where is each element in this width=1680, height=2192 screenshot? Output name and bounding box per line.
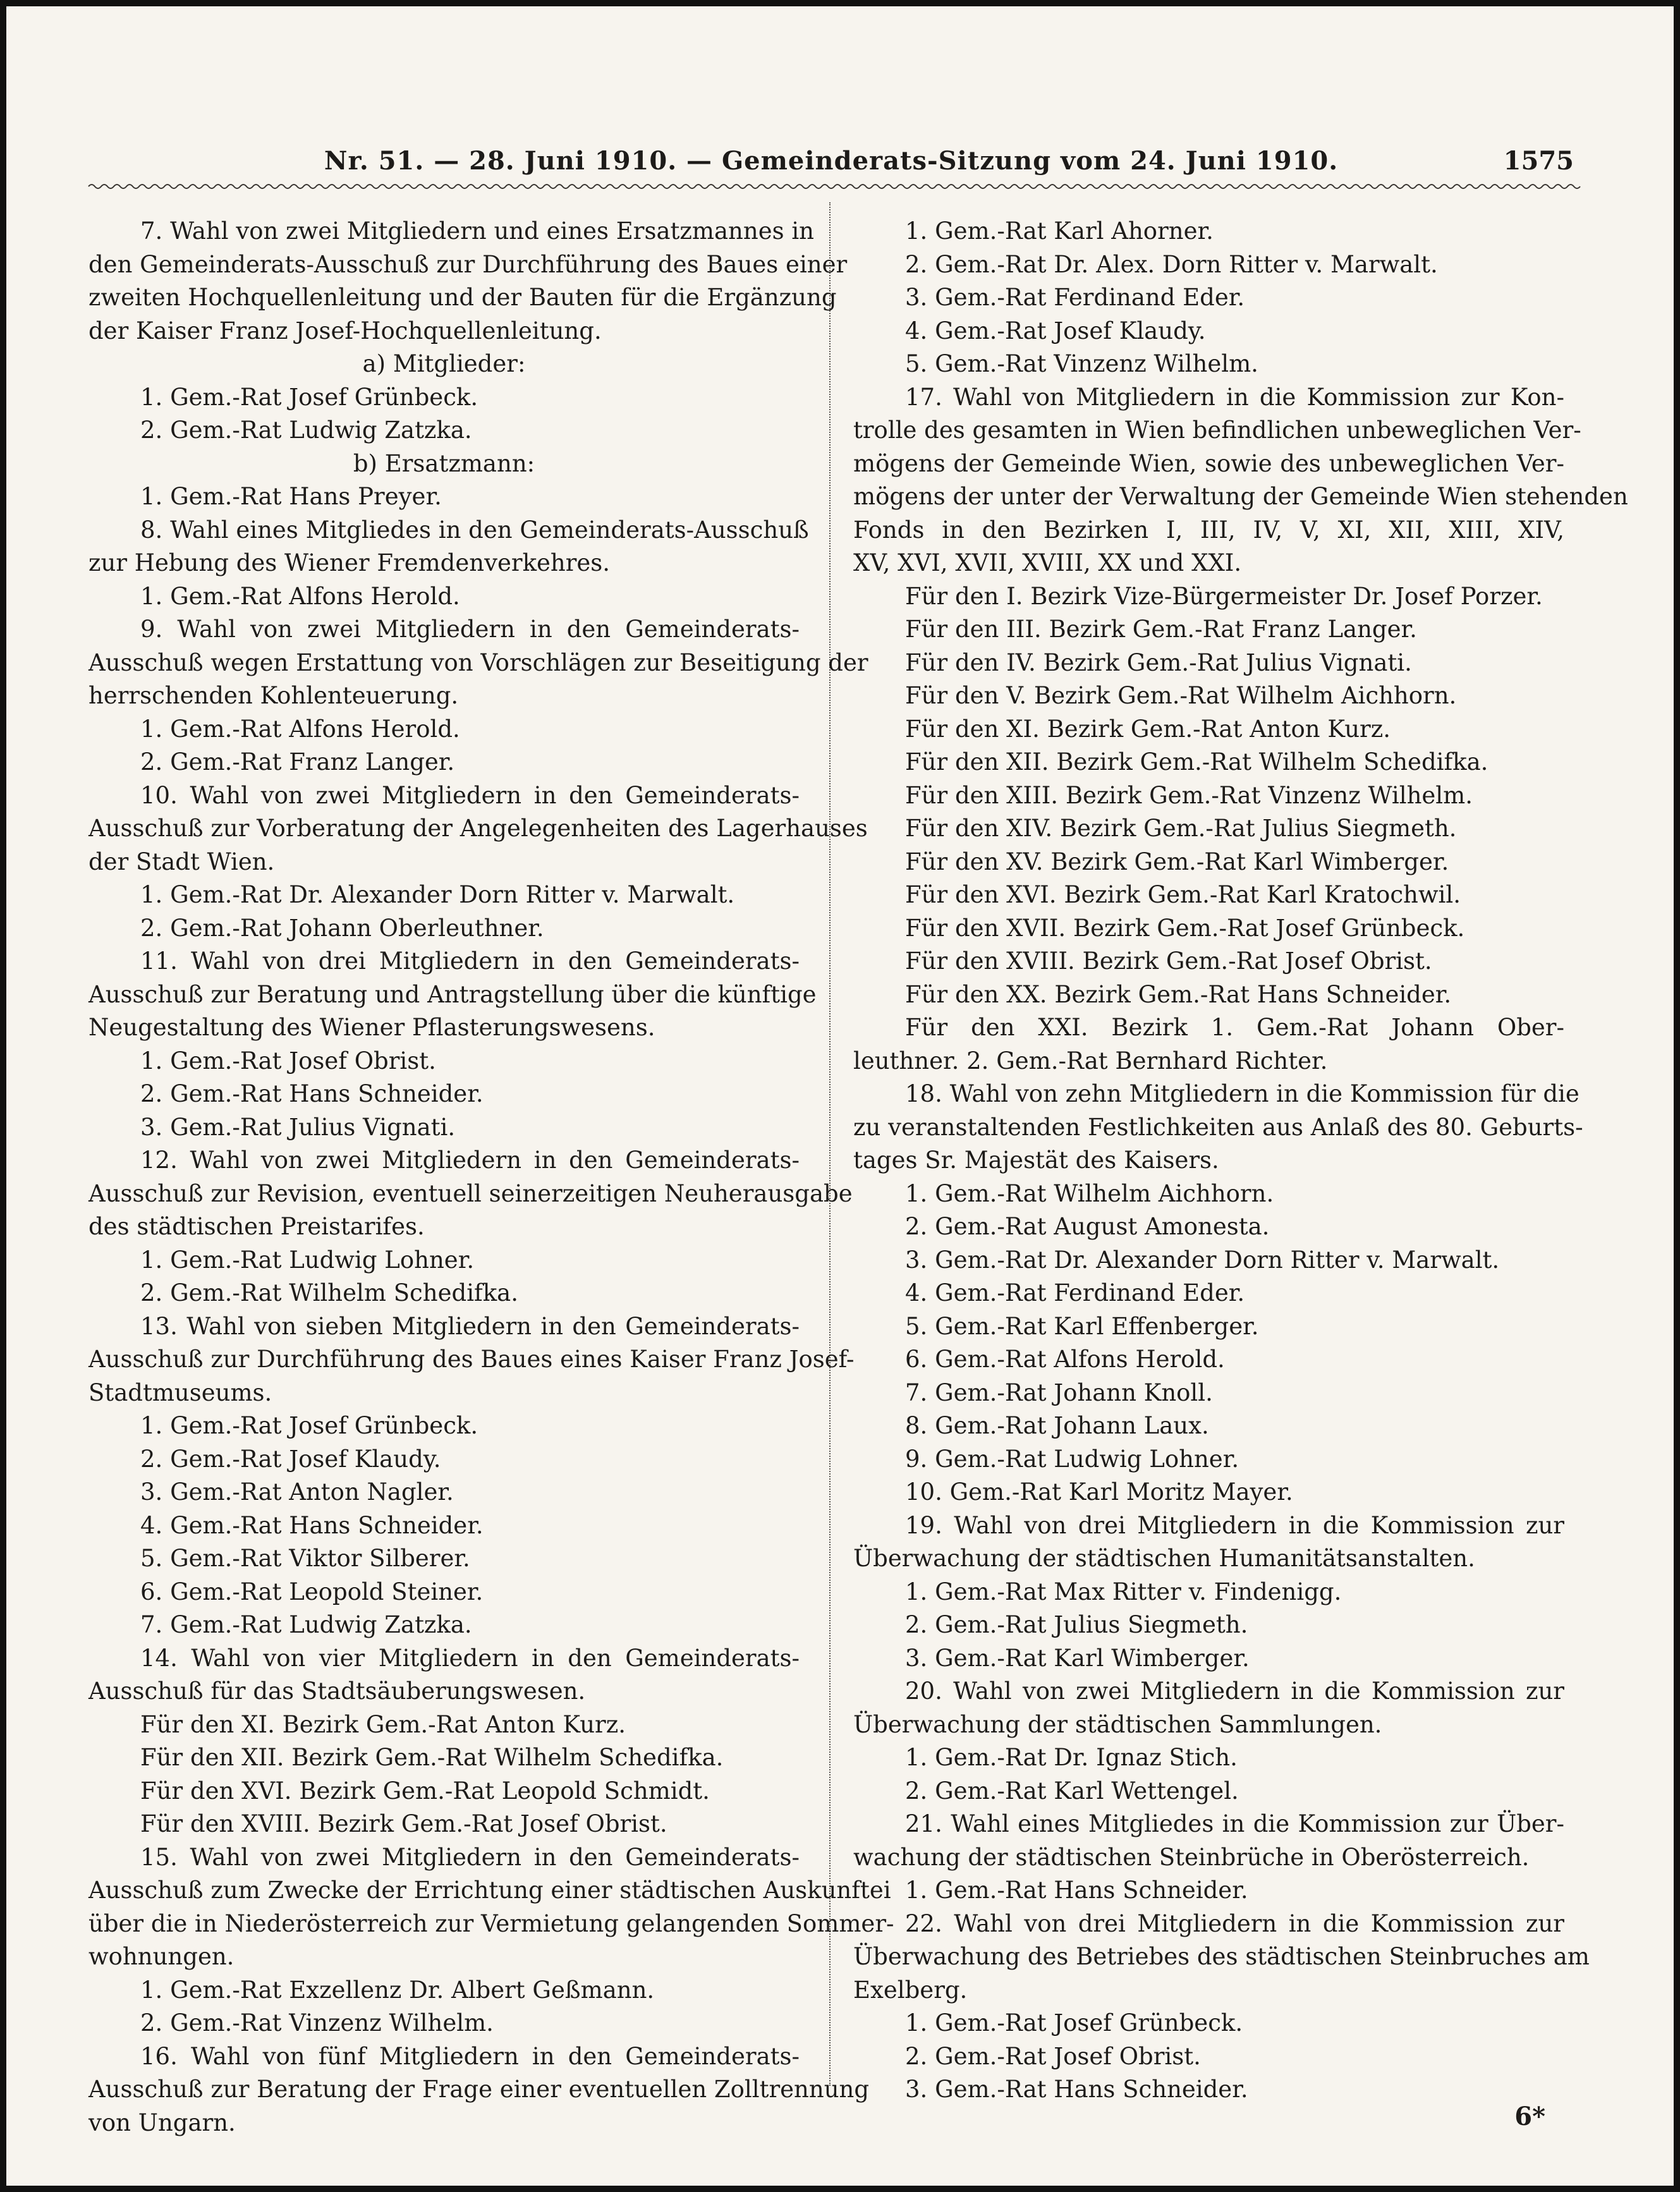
text-line: XV, XVI, XVII, XVIII, XX und XXI. xyxy=(853,549,1242,576)
text-line: Für den XVI. Bezirk Gem.-Rat Karl Kratochwil. xyxy=(905,881,1461,908)
text-line: 17. Wahl von Mitgliedern in die Kommission zur Kon- xyxy=(905,383,1564,411)
text-line: 2. Gem.-Rat Hans Schneider. xyxy=(140,1080,484,1107)
text-line: Ausschuß zur Vorberatung der Angelegenheiten des Lagerhauses xyxy=(88,815,868,842)
text-line: Ausschuß zur Durchführung des Baues eines Kaiser Franz Josef- xyxy=(88,1346,855,1373)
text-line: 3. Gem.-Rat Ferdinand Eder. xyxy=(905,284,1245,311)
text-line: Für den V. Bezirk Gem.-Rat Wilhelm Aichhorn. xyxy=(905,682,1457,709)
text-line: 1. Gem.-Rat Dr. Ignaz Stich. xyxy=(905,1744,1238,1771)
text-line: 1. Gem.-Rat Wilhelm Aichhorn. xyxy=(905,1179,1274,1207)
text-line: Für den XXI. Bezirk 1. Gem.-Rat Johann Ober- xyxy=(905,1014,1564,1041)
text-line: 10. Wahl von zwei Mitgliedern in den Gemeinderats- xyxy=(140,781,800,809)
text-line: mögens der Gemeinde Wien, sowie des unbeweglichen Ver- xyxy=(853,449,1564,477)
text-line: wohnungen. xyxy=(88,1943,234,1970)
text-line: Überwachung des Betriebes des städtischen Steinbruches am xyxy=(853,1943,1590,1970)
text-line: Ausschuß für das Stadtsäuberungswesen. xyxy=(88,1677,586,1705)
text-line: 8. Gem.-Rat Johann Laux. xyxy=(905,1412,1209,1439)
text-line: 1. Gem.-Rat Josef Grünbeck. xyxy=(140,1412,478,1439)
text-line: 14. Wahl von vier Mitgliedern in den Gemeinderats- xyxy=(140,1644,800,1672)
text-line: 2. Gem.-Rat Johann Oberleuthner. xyxy=(140,914,544,942)
text-line: Überwachung der städtischen Sammlungen. xyxy=(853,1710,1382,1738)
text-line: 2. Gem.-Rat Julius Siegmeth. xyxy=(905,1611,1248,1638)
text-line: 4. Gem.-Rat Josef Klaudy. xyxy=(905,317,1206,344)
text-line: Für den XX. Bezirk Gem.-Rat Hans Schneider. xyxy=(905,980,1452,1008)
text-line: Für den XVIII. Bezirk Gem.-Rat Josef Obrist. xyxy=(140,1810,667,1837)
text-line: 9. Gem.-Rat Ludwig Lohner. xyxy=(905,1445,1239,1473)
text-line: 19. Wahl von drei Mitgliedern in die Kommission zur xyxy=(905,1511,1564,1539)
text-line: 1. Gem.-Rat Josef Grünbeck. xyxy=(140,383,478,411)
text-line: wachung der städtischen Steinbrüche in Oberösterreich. xyxy=(853,1843,1530,1871)
text-line: zweiten Hochquellenleitung und der Bauten für die Ergänzung xyxy=(88,284,837,311)
text-line: 13. Wahl von sieben Mitgliedern in den Gemeinderats- xyxy=(140,1312,800,1340)
text-line: Überwachung der städtischen Humanitätsanstalten. xyxy=(853,1545,1475,1572)
text-line: 8. Wahl eines Mitgliedes in den Gemeinderats-Ausschuß xyxy=(140,516,809,544)
text-line: zur Hebung des Wiener Fremdenverkehres. xyxy=(88,549,611,576)
text-line: Stadtmuseums. xyxy=(88,1379,272,1406)
header-wavy-line xyxy=(88,185,1580,188)
text-line: 6. Gem.-Rat Alfons Herold. xyxy=(905,1346,1225,1373)
text-line: 1. Gem.-Rat Max Ritter v. Findenigg. xyxy=(905,1578,1342,1605)
text-line: der Kaiser Franz Josef-Hochquellenleitung. xyxy=(88,317,602,344)
text-line: 5. Gem.-Rat Vinzenz Wilhelm. xyxy=(905,350,1258,377)
text-line: Exelberg. xyxy=(853,1976,968,2004)
text-line: 2. Gem.-Rat Josef Obrist. xyxy=(905,2042,1201,2070)
text-line: 16. Wahl von fünf Mitgliedern in den Gemeinderats- xyxy=(140,2042,800,2070)
text-line: 5. Gem.-Rat Viktor Silberer. xyxy=(140,1545,470,1572)
text-line: 20. Wahl von zwei Mitgliedern in die Kommission zur xyxy=(905,1677,1564,1705)
text-line: über die in Niederösterreich zur Vermietung gelangenden Sommer- xyxy=(88,1909,894,1937)
text-line: 1. Gem.-Rat Alfons Herold. xyxy=(140,582,460,610)
text-line: Ausschuß zur Beratung der Frage einer eventuellen Zolltrennung xyxy=(88,2076,870,2103)
text-line: 2. Gem.-Rat Karl Wettengel. xyxy=(905,1777,1239,1805)
text-line: 2. Gem.-Rat August Amonesta. xyxy=(905,1213,1270,1240)
text-line: mögens der unter der Verwaltung der Gemeinde Wien stehenden xyxy=(853,483,1628,510)
running-title: Nr. 51. — 28. Juni 1910. — Gemeinderats-Sitzung vom 24. Juni 1910. xyxy=(324,146,1339,176)
text-line: 18. Wahl von zehn Mitgliedern in die Kommission für die xyxy=(905,1080,1580,1107)
text-line: Für den XVII. Bezirk Gem.-Rat Josef Grünbeck. xyxy=(905,914,1465,942)
text-line: leuthner. 2. Gem.-Rat Bernhard Richter. xyxy=(853,1047,1328,1075)
text-line: Für den XII. Bezirk Gem.-Rat Wilhelm Schedifka. xyxy=(140,1744,724,1771)
text-line: 6. Gem.-Rat Leopold Steiner. xyxy=(140,1578,484,1605)
text-line: des städtischen Preistarifes. xyxy=(88,1213,425,1240)
text-line: Für den XIII. Bezirk Gem.-Rat Vinzenz Wilhelm. xyxy=(905,781,1473,809)
text-line: 15. Wahl von zwei Mitgliedern in den Gemeinderats- xyxy=(140,1843,800,1871)
text-line: 2. Gem.-Rat Vinzenz Wilhelm. xyxy=(140,2009,494,2037)
text-line: 12. Wahl von zwei Mitgliedern in den Gemeinderats- xyxy=(140,1147,800,1174)
text-line: 2. Gem.-Rat Franz Langer. xyxy=(140,748,455,776)
column-divider xyxy=(829,202,831,2086)
text-line: zu veranstaltenden Festlichkeiten aus Anlaß des 80. Geburts- xyxy=(853,1113,1583,1141)
text-line: Für den XV. Bezirk Gem.-Rat Karl Wimberger. xyxy=(905,848,1449,875)
text-line: Ausschuß wegen Erstattung von Vorschlägen zur Beseitigung der xyxy=(88,648,868,676)
text-line: 1. Gem.-Rat Josef Grünbeck. xyxy=(905,2009,1243,2037)
text-line: 1. Gem.-Rat Hans Schneider. xyxy=(905,1877,1248,1904)
text-line: 1. Gem.-Rat Karl Ahorner. xyxy=(905,217,1214,245)
text-line: 1. Gem.-Rat Josef Obrist. xyxy=(140,1047,436,1075)
text-line: 2. Gem.-Rat Dr. Alex. Dorn Ritter v. Marwalt. xyxy=(905,250,1438,278)
text-line: 7. Gem.-Rat Ludwig Zatzka. xyxy=(140,1611,472,1638)
text-line: 1. Gem.-Rat Hans Preyer. xyxy=(140,483,442,510)
left-column xyxy=(88,215,894,2140)
text-line: Für den I. Bezirk Vize-Bürgermeister Dr. Josef Porzer. xyxy=(905,582,1543,610)
running-header xyxy=(88,139,1574,183)
text-line: Für den XVIII. Bezirk Gem.-Rat Josef Obrist. xyxy=(905,947,1432,975)
document-page xyxy=(88,126,1628,2136)
text-line: 3. Gem.-Rat Anton Nagler. xyxy=(140,1478,454,1506)
text-line: 3. Gem.-Rat Hans Schneider. xyxy=(905,2076,1248,2103)
text-line: Ausschuß zur Revision, eventuell seinerzeitigen Neuherausgabe xyxy=(88,1179,853,1207)
text-line: 1. Gem.-Rat Alfons Herold. xyxy=(140,715,460,743)
text-line: Für den XVI. Bezirk Gem.-Rat Leopold Schmidt. xyxy=(140,1777,710,1805)
text-line: 22. Wahl von drei Mitgliedern in die Kommission zur xyxy=(905,1909,1564,1937)
text-line: Ausschuß zur Beratung und Antragstellung über die künftige xyxy=(88,980,817,1008)
text-line: 1. Gem.-Rat Exzellenz Dr. Albert Geßmann. xyxy=(140,1976,655,2004)
text-line: b) Ersatzmann: xyxy=(353,449,535,477)
text-line: 3. Gem.-Rat Julius Vignati. xyxy=(140,1113,456,1141)
page-number: 1575 xyxy=(1503,146,1574,176)
text-line: Für den XIV. Bezirk Gem.-Rat Julius Siegmeth. xyxy=(905,815,1457,842)
text-line: Für den IV. Bezirk Gem.-Rat Julius Vignati. xyxy=(905,648,1412,676)
text-line: 4. Gem.-Rat Ferdinand Eder. xyxy=(905,1279,1245,1306)
text-line: der Stadt Wien. xyxy=(88,848,275,875)
text-line: 3. Gem.-Rat Karl Wimberger. xyxy=(905,1644,1250,1672)
text-line: 7. Wahl von zwei Mitgliedern und eines Ersatzmannes in xyxy=(140,217,815,245)
text-line: den Gemeinderats-Ausschuß zur Durchführung des Baues einer xyxy=(88,250,848,278)
text-line: 5. Gem.-Rat Karl Effenberger. xyxy=(905,1312,1259,1340)
text-line: Für den XII. Bezirk Gem.-Rat Wilhelm Schedifka. xyxy=(905,748,1488,776)
text-line: Ausschuß zum Zwecke der Errichtung einer städtischen Auskunftei xyxy=(88,1877,891,1904)
text-line: 1. Gem.-Rat Ludwig Lohner. xyxy=(140,1246,475,1274)
text-line: 2. Gem.-Rat Ludwig Zatzka. xyxy=(140,417,472,444)
text-line: von Ungarn. xyxy=(88,2109,236,2136)
signature-mark: 6* xyxy=(1514,2102,1545,2131)
text-line: Für den XI. Bezirk Gem.-Rat Anton Kurz. xyxy=(905,715,1391,743)
text-line: 7. Gem.-Rat Johann Knoll. xyxy=(905,1379,1213,1406)
text-line: 11. Wahl von drei Mitgliedern in den Gemeinderats- xyxy=(140,947,800,975)
text-line: tages Sr. Majestät des Kaisers. xyxy=(853,1147,1219,1174)
text-line: 10. Gem.-Rat Karl Moritz Mayer. xyxy=(905,1478,1293,1506)
text-line: 1. Gem.-Rat Dr. Alexander Dorn Ritter v. Marwalt. xyxy=(140,881,735,908)
text-line: 2. Gem.-Rat Josef Klaudy. xyxy=(140,1445,441,1473)
text-line: 21. Wahl eines Mitgliedes in die Kommission zur Über- xyxy=(905,1810,1564,1837)
text-line: 3. Gem.-Rat Dr. Alexander Dorn Ritter v. Marwalt. xyxy=(905,1246,1500,1274)
text-line: 9. Wahl von zwei Mitgliedern in den Gemeinderats- xyxy=(140,616,800,643)
text-line: 4. Gem.-Rat Hans Schneider. xyxy=(140,1511,484,1539)
text-line: a) Mitglieder: xyxy=(362,350,526,377)
header-wavy-rule xyxy=(88,182,1574,191)
text-line: Für den XI. Bezirk Gem.-Rat Anton Kurz. xyxy=(140,1710,626,1738)
text-line: 2. Gem.-Rat Wilhelm Schedifka. xyxy=(140,1279,518,1306)
text-line: Für den III. Bezirk Gem.-Rat Franz Langer. xyxy=(905,616,1417,643)
text-line: trolle des gesamten in Wien befindlichen unbeweglichen Ver- xyxy=(853,417,1581,444)
right-column xyxy=(853,215,1628,2107)
text-line: herrschenden Kohlenteuerung. xyxy=(88,682,459,709)
text-line: Fonds in den Bezirken I, III, IV, V, XI, XII, XIII, XIV, xyxy=(853,516,1564,544)
text-line: Neugestaltung des Wiener Pflasterungswesens. xyxy=(88,1014,655,1041)
